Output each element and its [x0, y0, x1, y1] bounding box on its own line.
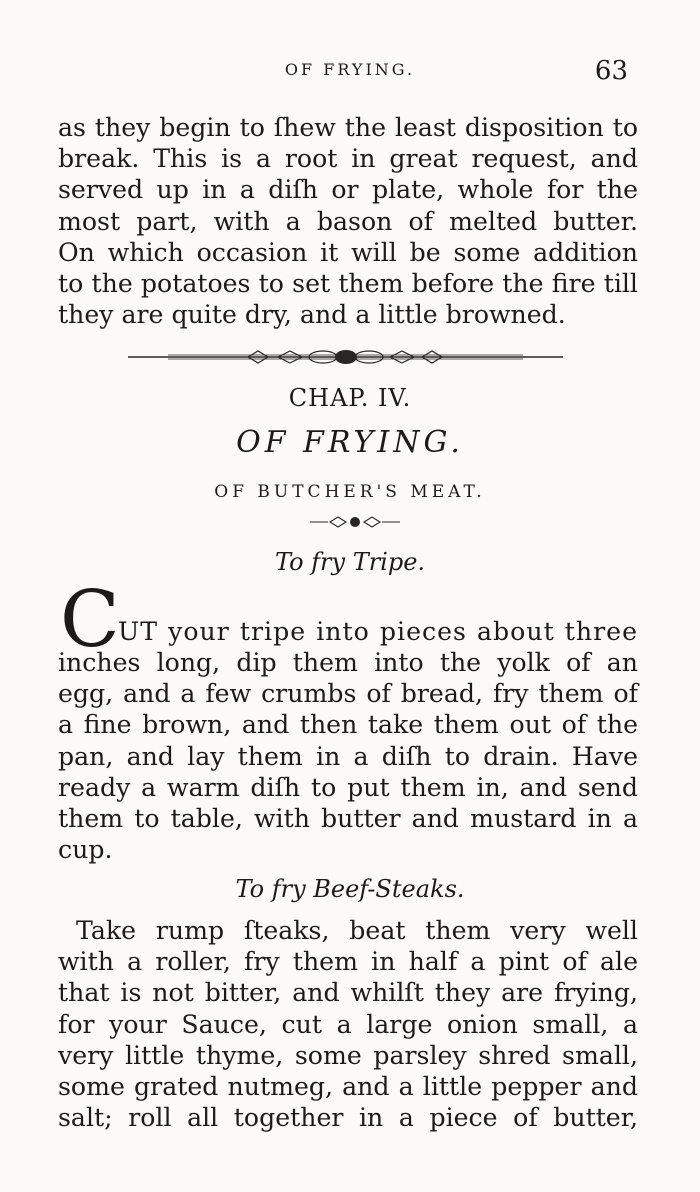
text-line: they are quite dry, and a little browned.	[58, 300, 566, 330]
intro-paragraph	[58, 112, 638, 330]
drop-cap: C	[60, 575, 120, 665]
text-line: for your Sauce, cut a large onion small, a	[58, 1009, 638, 1039]
recipe-body-tripe	[58, 647, 638, 865]
text-line: pan, and lay them in a diſh to drain. Have	[58, 741, 638, 771]
text-line: Take rump ſteaks, beat them very well	[76, 916, 638, 945]
text-line: most part, with a bason of melted butter.	[58, 206, 638, 236]
text-line: them to table, with butter and mustard in a	[58, 804, 638, 834]
chapter-title: OF FRYING.	[236, 425, 464, 460]
recipe-title-beef-steaks: To fry Beef-Steaks.	[235, 875, 465, 903]
text-line: a fine brown, and then take them out of the	[58, 710, 638, 740]
text-line: UT your tripe into pieces about three	[118, 617, 638, 646]
text-line: On which occasion it will be some addition	[58, 237, 638, 267]
recipe-title-tripe: To fry Tripe.	[274, 548, 426, 576]
text-line: to the potatoes to set them before the fire till	[58, 269, 638, 299]
text-line: break. This is a root in great request, and	[58, 144, 638, 174]
text-line: served up in a diſh or plate, whole for the	[58, 175, 638, 205]
text-line: some grated nutmeg, and a little pepper and	[58, 1072, 638, 1102]
text-line: salt; roll all together in a piece of butter,	[58, 1103, 638, 1133]
text-line: as they begin to ſhew the least disposition to	[58, 113, 638, 142]
recipe-first-line	[118, 616, 638, 647]
text-line: egg, and a few crumbs of bread, fry them of	[58, 679, 638, 709]
page-number: 63	[594, 56, 628, 86]
text-line: inches long, dip them into the yolk of an	[58, 648, 638, 677]
chapter-subtitle: OF BUTCHER'S MEAT.	[214, 482, 486, 502]
chapter-number: CHAP. IV.	[288, 384, 412, 412]
text-line: ready a warm diſh to put them in, and send	[58, 772, 638, 802]
text-line: cup.	[58, 835, 113, 865]
running-head: OF FRYING.	[284, 60, 416, 79]
ornamental-rule	[128, 348, 563, 366]
text-line: very little thyme, some parsley shred small,	[58, 1040, 638, 1070]
recipe-body-beef-steaks	[58, 915, 638, 1133]
text-line: with a roller, fry them in half a pint of ale	[58, 947, 638, 977]
text-line: that is not bitter, and whilſt they are frying,	[58, 978, 638, 1008]
small-ornament	[310, 515, 400, 529]
